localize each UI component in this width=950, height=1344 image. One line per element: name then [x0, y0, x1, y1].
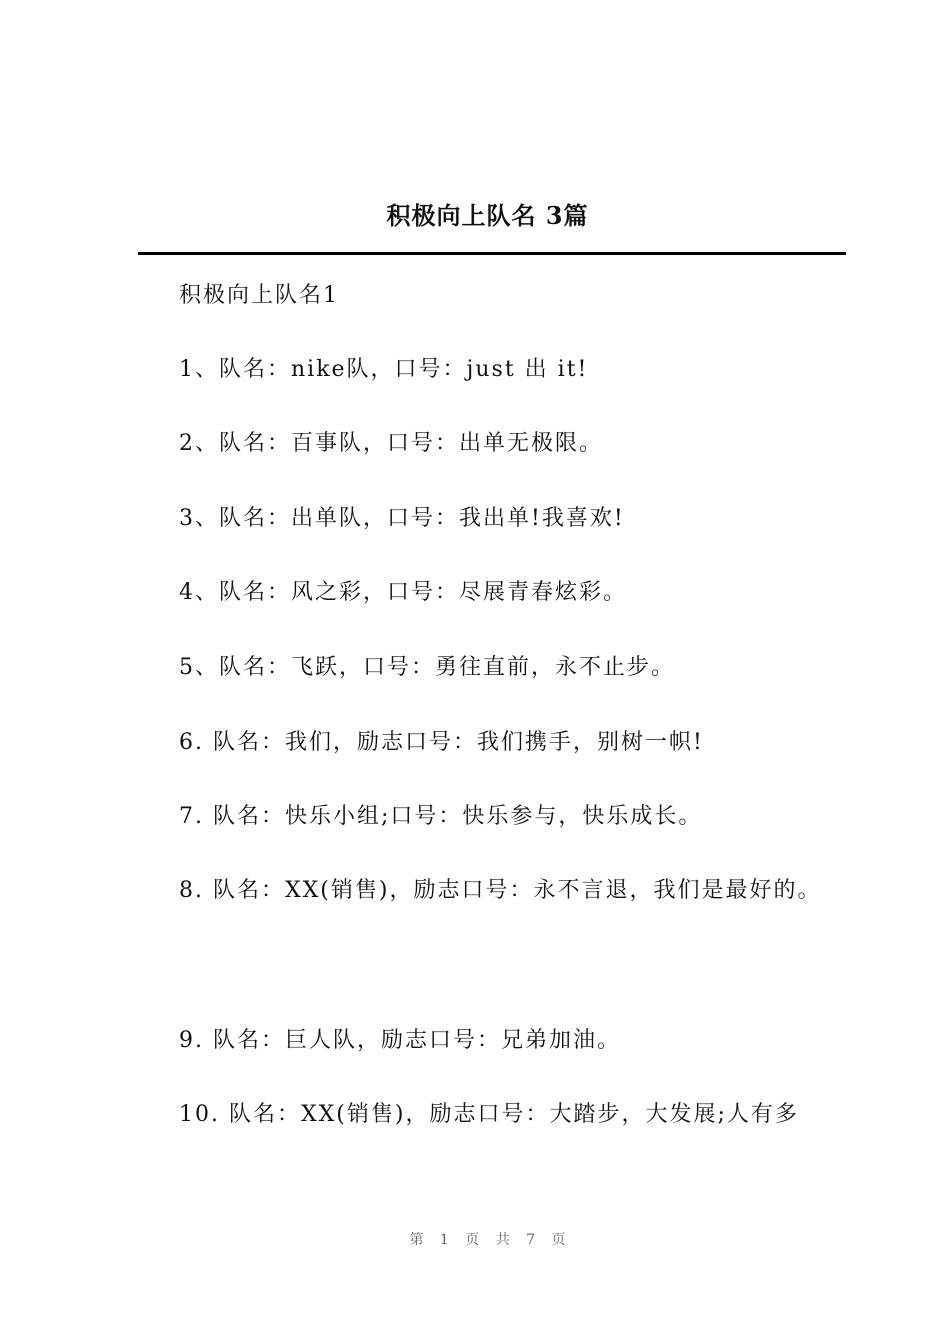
paragraph: 7. 队名：快乐小组;口号：快乐参与，快乐成长。	[179, 804, 703, 829]
paragraph: 3、队名：出单队，口号：我出单!我喜欢!	[179, 506, 625, 531]
paragraph: 5、队名：飞跃，口号：勇往直前，永不止步。	[179, 655, 675, 680]
paragraph: 6. 队名：我们，励志口号：我们携手，别树一帜!	[179, 730, 704, 755]
paragraph: 10. 队名：XX(销售)，励志口号：大踏步，大发展;人有多	[179, 1102, 799, 1127]
paragraph: 9. 队名：巨人队，励志口号：兄弟加油。	[179, 1028, 621, 1053]
paragraph: 1、队名：nike队，口号：just 出 it!	[179, 357, 589, 382]
paragraph: 4、队名：风之彩，口号：尽展青春炫彩。	[179, 580, 627, 605]
page-footer: 第 1 页 共 7 页	[409, 1232, 566, 1248]
paragraph: 2、队名：百事队，口号：出单无极限。	[179, 431, 603, 456]
document-title: 积极向上队名 3篇	[386, 201, 589, 230]
paragraph: 8. 队名：XX(销售)，励志口号：永不言退，我们是最好的。	[179, 878, 822, 903]
title-divider	[138, 252, 846, 255]
section-heading: 积极向上队名1	[179, 283, 339, 308]
